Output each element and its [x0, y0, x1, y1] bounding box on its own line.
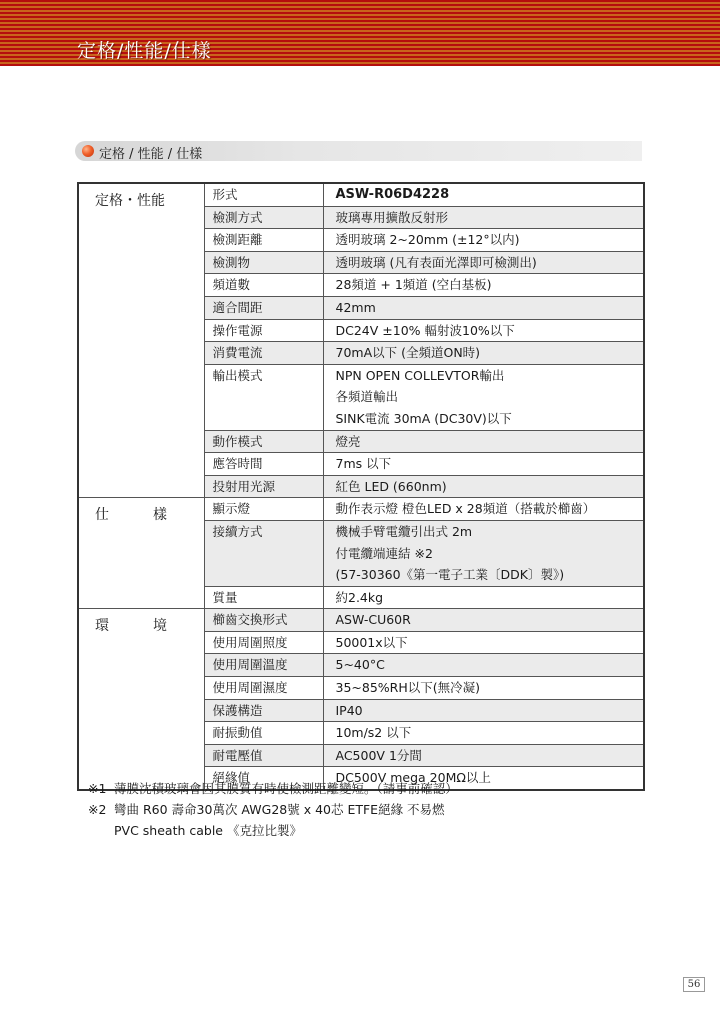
spec-value-line: 各頻道輸出 — [335, 389, 399, 405]
footnote-text: 薄膜沈積玻璃會因其膜質有時使檢測距離變短。（請事前確認） — [114, 781, 458, 796]
footnote-mark: ※2 — [88, 802, 107, 817]
spec-label: 耐振動值 — [204, 722, 323, 745]
spec-value — [323, 251, 644, 274]
spec-label: 顯示燈 — [204, 498, 323, 521]
spec-value-line: 付電纜端連結 ※2 — [335, 545, 433, 561]
group-name-char: 仕 — [95, 507, 109, 524]
spec-label: 使用周圍溫度 — [204, 654, 323, 677]
spec-value-line: 動作表示燈 橙色LED x 28頻道（搭載於櫛齒） — [335, 501, 596, 517]
spec-label: 使用周圍濕度 — [204, 677, 323, 700]
spec-label: 質量 — [204, 586, 323, 609]
spec-value-line: IP40 — [335, 702, 363, 718]
spec-value-line: (57-30360《第一電子工業〔DDK〕製》) — [335, 567, 565, 583]
spec-value-line: AC500V 1分間 — [335, 747, 422, 763]
spec-label: 檢測物 — [204, 251, 323, 274]
spec-row — [78, 609, 644, 632]
spec-value-line: DC24V ±10% 輻射波10%以下 — [335, 322, 515, 338]
group-name: 定格・性能 — [95, 193, 165, 209]
group-name — [95, 617, 167, 635]
spec-label: 投射用光源 — [204, 475, 323, 498]
spec-value-line: 玻璃專用擴散反射形 — [335, 209, 449, 225]
spec-label: 輸出模式 — [204, 364, 323, 430]
spec-value-line: 35~85%RH以下(無冷凝) — [335, 680, 481, 696]
section-header-bar — [75, 141, 642, 161]
spec-value — [323, 430, 644, 453]
spec-value-line: 約2.4kg — [335, 589, 384, 605]
spec-value — [323, 319, 644, 342]
spec-value-line: 透明玻璃 (凡有表面光澤即可檢測出) — [335, 254, 537, 270]
spec-value-line: NPN OPEN COLLEVTOR輸出 — [335, 367, 505, 383]
spec-value — [323, 206, 644, 229]
spec-value-line: 28頻道 + 1頻道 (空白基板) — [335, 277, 492, 293]
spec-label: 絕緣值 — [204, 767, 323, 790]
orange-bullet-icon — [82, 145, 94, 157]
spec-value — [323, 654, 644, 677]
spec-value — [323, 229, 644, 252]
spec-label: 形式 — [204, 183, 323, 206]
section-title: 定格 / 性能 / 仕樣 — [99, 147, 203, 162]
spec-value-line: 機械手臂電纜引出式 2m — [335, 523, 473, 539]
spec-row — [78, 498, 644, 521]
footnote-mark: ※1 — [88, 781, 107, 796]
spec-label: 耐電壓值 — [204, 744, 323, 767]
spec-value — [323, 722, 644, 745]
footnotes — [88, 778, 458, 841]
spec-label: 適合間距 — [204, 296, 323, 319]
group-label — [78, 183, 204, 498]
spec-value — [323, 586, 644, 609]
spec-value — [323, 744, 644, 767]
spec-value — [323, 498, 644, 521]
spec-value — [323, 475, 644, 498]
group-label — [78, 609, 204, 790]
banner-title: 定格/性能/仕樣 — [77, 40, 212, 62]
footnote-1 — [88, 778, 458, 799]
spec-label: 操作電源 — [204, 319, 323, 342]
spec-value — [323, 296, 644, 319]
footnote-2 — [88, 799, 458, 820]
spec-label: 櫛齒交換形式 — [204, 609, 323, 632]
spec-value — [323, 364, 644, 430]
spec-label: 頻道數 — [204, 274, 323, 297]
group-name-char: 樣 — [153, 507, 167, 524]
spec-value — [323, 342, 644, 365]
spec-label: 使用周圍照度 — [204, 631, 323, 654]
spec-label: 動作模式 — [204, 430, 323, 453]
spec-table — [77, 182, 645, 791]
spec-value — [323, 520, 644, 586]
spec-value-line: ASW-CU60R — [335, 612, 411, 628]
spec-label: 應答時間 — [204, 453, 323, 476]
spec-value — [323, 631, 644, 654]
spec-value-line: 10m/s2 以下 — [335, 725, 412, 741]
footnote-text: 彎曲 R60 壽命30萬次 AWG28號 x 40芯 ETFE絕緣 不易燃 — [114, 802, 445, 817]
spec-value — [323, 699, 644, 722]
spec-value-line: 70mA以下 (全頻道ON時) — [335, 345, 481, 361]
spec-value — [323, 609, 644, 632]
group-label — [78, 498, 204, 609]
spec-value-line: 42mm — [335, 299, 376, 315]
spec-value-line: 紅色 LED (660nm) — [335, 478, 447, 494]
spec-label: 保護構造 — [204, 699, 323, 722]
spec-value — [323, 183, 644, 206]
spec-value-line: 5~40°C — [335, 657, 385, 673]
footnote-2-continuation: PVC sheath cable 《克拉比製》 — [114, 823, 302, 838]
group-name — [95, 506, 167, 524]
spec-label: 接續方式 — [204, 520, 323, 586]
spec-value-line: ASW-R06D4228 — [335, 187, 450, 202]
group-name-char: 境 — [153, 618, 167, 635]
spec-label: 檢測距離 — [204, 229, 323, 252]
spec-value-line: 50001x以下 — [335, 634, 408, 650]
spec-value-line: DC500V mega 20MΩ以上 — [335, 770, 491, 786]
spec-row — [78, 183, 644, 206]
spec-label: 檢測方式 — [204, 206, 323, 229]
spec-value-line: 透明玻璃 2~20mm (±12°以内) — [335, 232, 520, 248]
header-banner — [0, 0, 720, 66]
spec-value-line: 7ms 以下 — [335, 456, 392, 472]
spec-label: 消費電流 — [204, 342, 323, 365]
page-number: 56 — [683, 977, 705, 992]
spec-value — [323, 453, 644, 476]
spec-value — [323, 274, 644, 297]
group-name-char: 環 — [95, 618, 109, 635]
spec-value-line: 燈亮 — [335, 433, 361, 449]
spec-value-line: SINK電流 30mA (DC30V)以下 — [335, 410, 512, 426]
spec-value — [323, 677, 644, 700]
